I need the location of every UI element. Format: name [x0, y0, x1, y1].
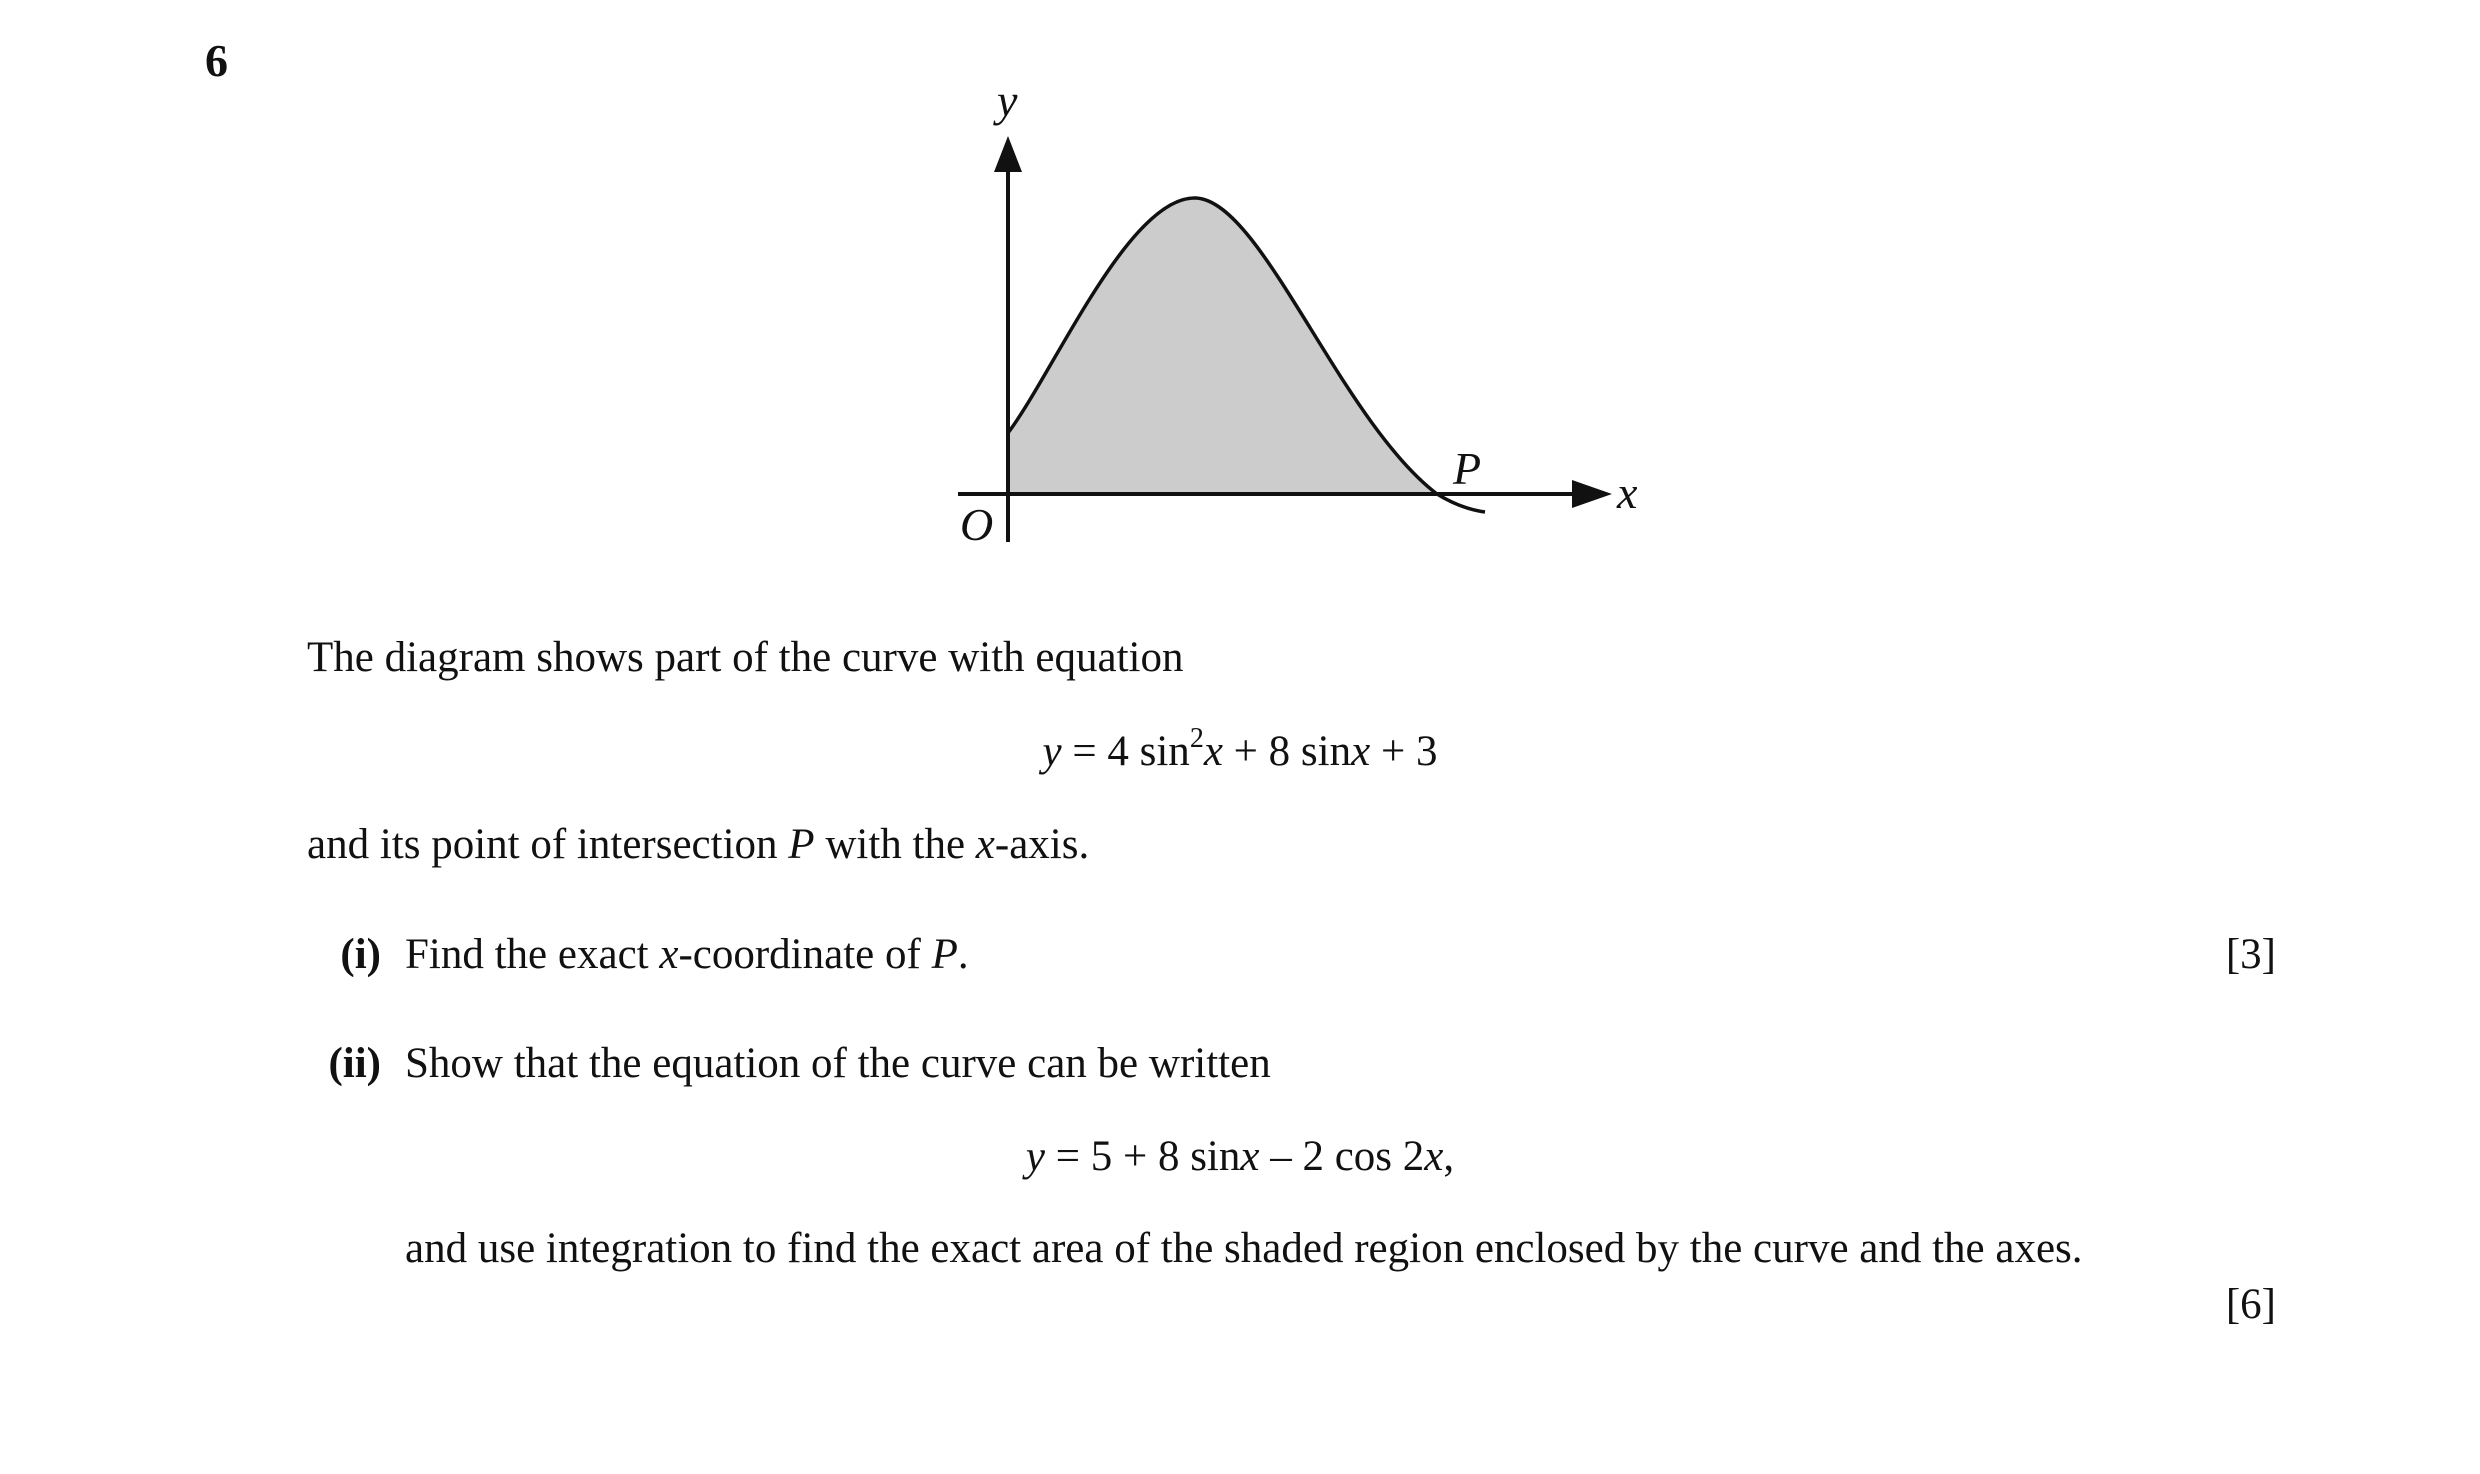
part-ii-marks: [6] — [2225, 1281, 2276, 1328]
eq2-part1: = 5 + 8 sin — [1044, 1133, 1241, 1180]
eq2-x2: x — [1424, 1133, 1444, 1180]
part-ii-text-2: and use integration to find the exact area of the shaded region enclosed by the curve and the axes. — [405, 1225, 2083, 1272]
eq2-y: y — [1025, 1133, 1045, 1180]
y-axis-label: y — [997, 75, 1018, 126]
intersection-text — [307, 823, 1089, 866]
eq1-part1: = 4 sin — [1061, 728, 1190, 775]
part-i-part3: . — [957, 931, 969, 978]
eq1-x2: x — [1351, 728, 1371, 775]
after-p: P — [788, 821, 815, 868]
eq1-x1: x — [1203, 728, 1223, 775]
x-axis-arrowhead — [1572, 480, 1612, 508]
part-i-marks: [3] — [2225, 931, 2276, 978]
eq2-x1: x — [1240, 1133, 1260, 1180]
eq2-part2: – 2 cos 2 — [1259, 1133, 1425, 1180]
eq1-part2: + 8 sin — [1222, 728, 1352, 775]
after-part3: -axis. — [994, 821, 1090, 868]
shaded-region — [1008, 198, 1437, 494]
y-axis-arrowhead — [994, 136, 1022, 172]
intro-text: The diagram shows part of the curve with equation — [307, 634, 1184, 681]
part-i-x: x — [659, 931, 679, 978]
after-part1: and its point of intersection — [307, 821, 789, 868]
point-p-label: P — [1453, 443, 1482, 494]
part-ii-text-1: Show that the equation of the curve can be written — [405, 1040, 1271, 1087]
equation-1 — [0, 723, 2480, 775]
after-part2: with the — [814, 821, 976, 868]
origin-label: O — [960, 499, 994, 550]
part-ii-label: (ii) — [328, 1040, 381, 1087]
part-i-label: (i) — [340, 931, 381, 978]
question-number: 6 — [205, 35, 228, 86]
curve-diagram — [0, 0, 2480, 600]
part-i-part1: Find the exact — [405, 931, 660, 978]
equation-2 — [0, 1135, 2480, 1178]
x-axis-label: x — [1617, 467, 1638, 518]
part-i-text — [405, 933, 969, 976]
eq1-y: y — [1042, 728, 1062, 775]
eq1-part3: + 3 — [1370, 728, 1438, 775]
part-i-p: P — [931, 931, 958, 978]
eq1-exponent: 2 — [1189, 723, 1204, 754]
part-i-part2: -coordinate of — [678, 931, 932, 978]
after-x: x — [975, 821, 995, 868]
eq2-part3: , — [1443, 1133, 1455, 1180]
